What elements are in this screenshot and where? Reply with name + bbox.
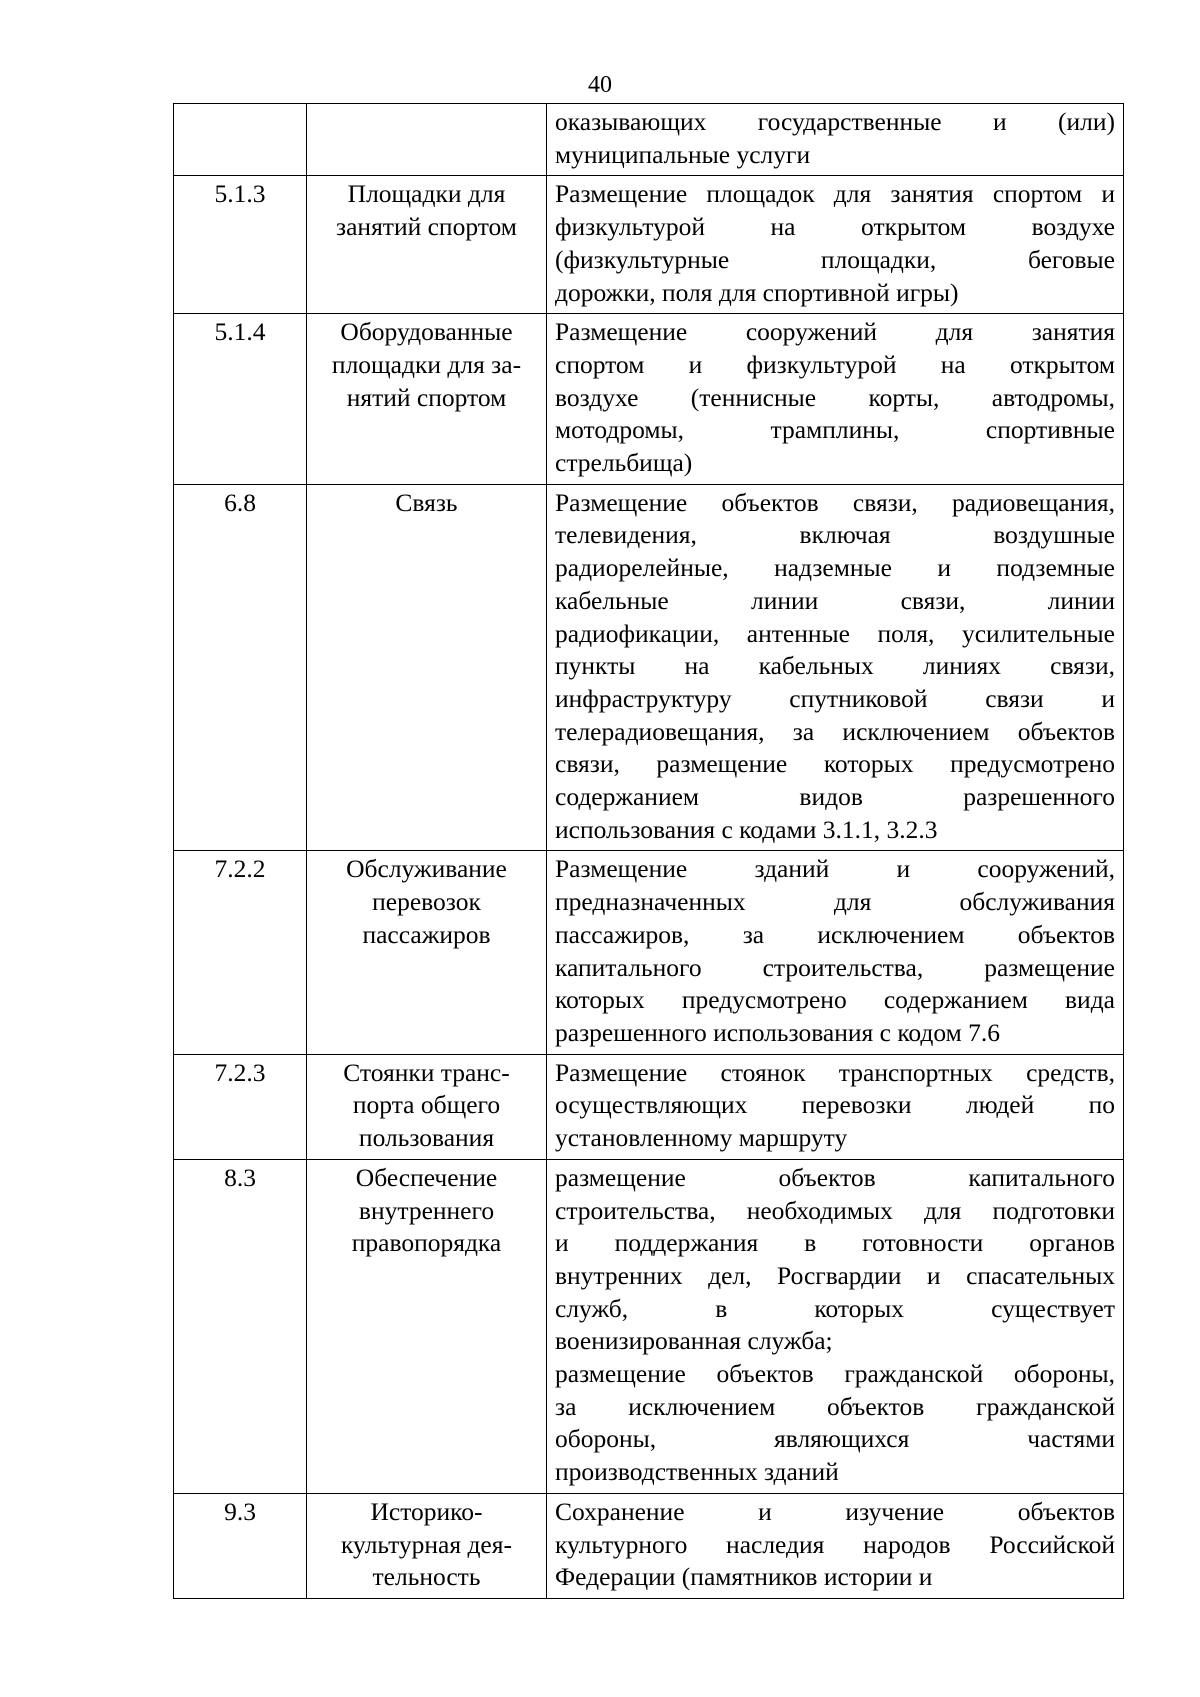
land-use-name-line: площадки для за-: [331, 349, 522, 379]
land-use-name-line: Оборудованные: [340, 317, 513, 347]
description-line: Размещение стоянок транспортных средств,: [555, 1057, 1115, 1087]
land-use-code: 9.3: [224, 1496, 256, 1526]
land-use-name-line: нятий спортом: [346, 382, 507, 412]
description-line: использования с кодами 3.1.1, 3.2.3: [555, 814, 938, 844]
land-use-name-cell: [307, 1159, 547, 1493]
description-line: (физкультурные площадки, беговые: [555, 244, 1115, 274]
land-use-name-line: порта общего: [352, 1090, 501, 1120]
description-line: обороны, являющихся частями: [555, 1424, 1115, 1454]
description-line: Размещение объектов связи, радиовещания,: [555, 487, 1115, 517]
description-line: спортом и физкультурой на открытом: [555, 349, 1115, 379]
land-use-code-cell: [174, 1159, 307, 1493]
land-use-description-cell: [547, 1159, 1124, 1493]
description-line: Размещение сооружений для занятия: [555, 317, 1115, 347]
table-row: [174, 176, 1124, 314]
description-line: телерадиовещания, за исключением объектов: [555, 716, 1115, 746]
description-line: Размещение площадок для занятия спортом и: [555, 179, 1115, 209]
description-line: культурного наследия народов Российской: [555, 1529, 1115, 1559]
table-row: [174, 104, 1124, 176]
table-row: [174, 484, 1124, 851]
land-use-name-line: пользования: [358, 1123, 495, 1153]
description-line: воздухе (теннисные корты, автодромы,: [555, 382, 1115, 412]
description-line: радиорелейные, надземные и подземные: [555, 553, 1115, 583]
land-use-code: 7.2.2: [214, 854, 266, 884]
page-number: 40: [588, 72, 612, 98]
description-line: телевидения, включая воздушные: [555, 520, 1115, 550]
land-use-code: 5.1.4: [214, 317, 266, 347]
land-use-description-cell: [547, 851, 1124, 1054]
description-line: и поддержания в готовности органов: [555, 1228, 1115, 1258]
description-line: стрельбища): [555, 448, 693, 478]
land-use-name-cell: [307, 851, 547, 1054]
land-use-code: 6.8: [224, 487, 256, 517]
land-use-name-cell: [307, 484, 547, 851]
description-line: связи, размещение которых предусмотрено: [555, 749, 1115, 779]
description-line: внутренних дел, Росгвардии и спасательных: [555, 1260, 1115, 1290]
land-use-code-cell: [174, 314, 307, 485]
land-use-name-line: внутреннего: [358, 1195, 495, 1225]
description-line: которых предусмотрено содержанием вида: [555, 985, 1115, 1015]
table-body: [174, 104, 1124, 1599]
table-row: [174, 1054, 1124, 1159]
land-use-description-cell: [547, 176, 1124, 314]
land-use-table: [173, 103, 1124, 1599]
land-use-name-line: тельность: [372, 1562, 481, 1592]
land-use-description-cell: [547, 484, 1124, 851]
land-use-name-cell: [307, 1054, 547, 1159]
description-line: кабельные линии связи, линии: [555, 585, 1115, 615]
table-row: [174, 1159, 1124, 1493]
description-line: предназначенных для обслуживания: [555, 887, 1115, 917]
description-line: размещение объектов капитального: [555, 1162, 1115, 1192]
land-use-name-line: занятий спортом: [336, 212, 517, 242]
land-use-code: 5.1.3: [214, 179, 266, 209]
land-use-code-cell: [174, 1054, 307, 1159]
land-use-name-line: Обеспечение: [355, 1162, 498, 1192]
land-use-description-cell: [547, 314, 1124, 485]
description-line: пассажиров, за исключением объектов: [555, 919, 1115, 949]
description-line: дорожки, поля для спортивной игры): [555, 277, 959, 307]
land-use-code-cell: [174, 104, 307, 176]
land-use-name-line: пассажиров: [362, 919, 491, 949]
land-use-description-cell: [547, 104, 1124, 176]
land-use-code-cell: [174, 176, 307, 314]
description-line: Федерации (памятников истории и: [555, 1562, 933, 1592]
land-use-name-cell: [307, 104, 547, 176]
land-use-description-cell: [547, 1493, 1124, 1598]
description-line: за исключением объектов гражданской: [555, 1391, 1115, 1421]
land-use-name-line: Историко-: [370, 1496, 483, 1526]
description-line: установленному маршруту: [555, 1123, 848, 1153]
land-use-name-line: культурная дея-: [341, 1529, 512, 1559]
land-use-name-line: перевозок: [372, 887, 481, 917]
table-row: [174, 1493, 1124, 1598]
land-use-description-cell: [547, 1054, 1124, 1159]
land-use-name-cell: [307, 314, 547, 485]
description-line: Сохранение и изучение объектов: [555, 1496, 1115, 1526]
land-use-code-cell: [174, 1493, 307, 1598]
description-line: капитального строительства, размещение: [555, 952, 1115, 982]
description-line: осуществляющих перевозки людей по: [555, 1090, 1115, 1120]
description-line: производственных зданий: [555, 1457, 839, 1487]
land-use-name-cell: [307, 176, 547, 314]
land-use-code: 8.3: [224, 1162, 256, 1192]
land-use-name-line: Стоянки транс-: [343, 1057, 510, 1087]
description-line: размещение объектов гражданской обороны,: [555, 1359, 1115, 1389]
description-line: военизированная служба;: [555, 1326, 833, 1356]
description-line: служб, в которых существует: [555, 1293, 1115, 1323]
description-line: физкультурой на открытом воздухе: [555, 212, 1115, 242]
land-use-name-line: Площадки для: [347, 179, 506, 209]
land-use-code: 7.2.3: [214, 1057, 266, 1087]
table-row: [174, 851, 1124, 1054]
description-line: радиофикации, антенные поля, усилительные: [555, 618, 1115, 648]
description-line: строительства, необходимых для подготовки: [555, 1195, 1115, 1225]
land-use-code-cell: [174, 851, 307, 1054]
description-line: разрешенного использования с кодом 7.6: [555, 1017, 1001, 1047]
description-line: оказывающих государственные и (или): [555, 107, 1115, 136]
description-line: инфраструктуру спутниковой связи и: [555, 683, 1115, 713]
land-use-code-cell: [174, 484, 307, 851]
land-use-name-cell: [307, 1493, 547, 1598]
description-line: содержанием видов разрешенного: [555, 782, 1115, 812]
description-line: мотодромы, трамплины, спортивные: [555, 415, 1115, 445]
land-use-name-line: правопорядка: [351, 1228, 502, 1258]
land-use-name-line: Связь: [395, 487, 458, 517]
land-use-name-line: Обслуживание: [346, 854, 507, 884]
table-row: [174, 314, 1124, 485]
description-line: Размещение зданий и сооружений,: [555, 854, 1115, 884]
description-line: пункты на кабельных линиях связи,: [555, 651, 1115, 681]
description-line: муниципальные услуги: [555, 139, 811, 169]
